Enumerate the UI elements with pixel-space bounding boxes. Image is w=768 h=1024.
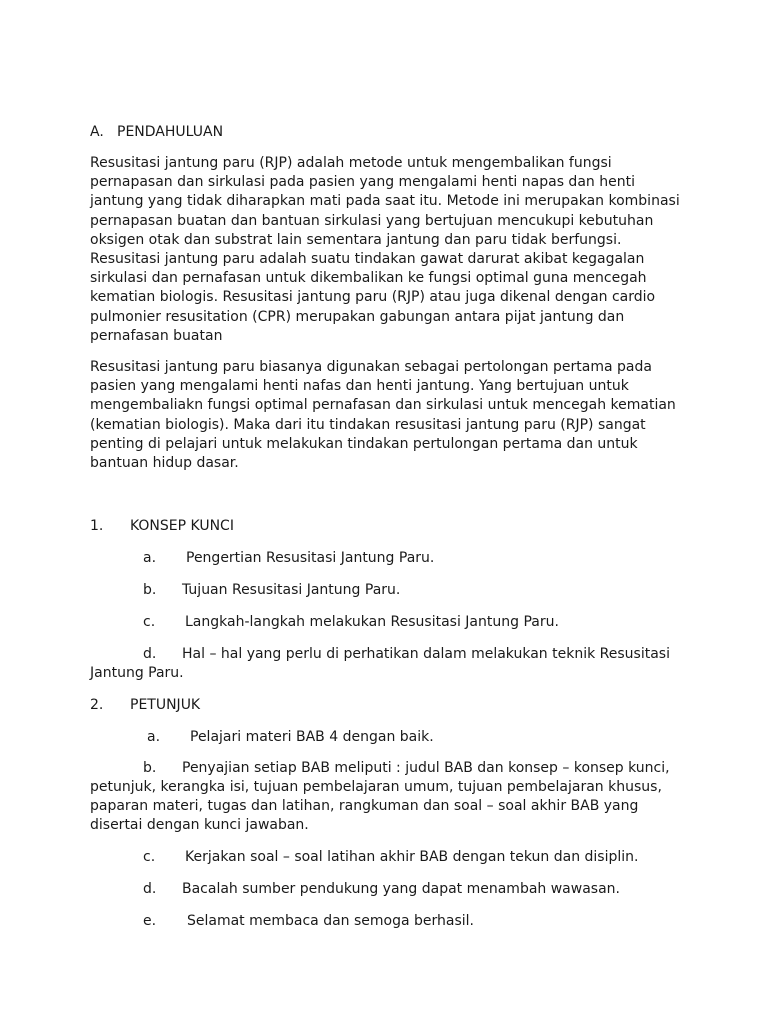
- list-item-marker: d.: [143, 881, 157, 897]
- list-item-marker: e.: [143, 913, 157, 929]
- list-item-marker: a.: [147, 729, 161, 745]
- list-item-text: Bacalah sumber pendukung yang dapat menambah wawasan.: [182, 881, 620, 897]
- list-item: [143, 759, 670, 778]
- paragraph-line: Resusitasi jantung paru adalah suatu tindakan gawat darurat akibat kegagalan: [90, 251, 645, 268]
- list-marker: 1.: [90, 518, 104, 534]
- list-item-text: Pengertian Resusitasi Jantung Paru.: [186, 550, 435, 566]
- intro-paragraph-1: [90, 154, 680, 346]
- list-item: [143, 848, 638, 867]
- paragraph-line: mengembaliakn fungsi optimal pernafasan dan sirkulasi untuk mencegah kematian: [90, 397, 676, 414]
- list-item: [143, 912, 474, 931]
- list-item-text: Selamat membaca dan semoga berhasil.: [187, 913, 475, 929]
- heading-text: PENDAHULUAN: [117, 124, 224, 140]
- list-item-marker: b.: [143, 582, 157, 598]
- list-item-marker: a.: [143, 550, 157, 566]
- list-item-continuation: Jantung Paru.: [90, 665, 184, 681]
- list-item-marker: c.: [143, 849, 156, 865]
- list-item-continuation: [90, 778, 680, 836]
- list-item-text: Hal – hal yang perlu di perhatikan dalam melakukan teknik Resusitasi: [182, 646, 670, 662]
- paragraph-line: sirkulasi dan pernafasan untuk dikembalikan ke fungsi optimal guna mencegah: [90, 270, 647, 287]
- heading-marker: A.: [90, 124, 104, 140]
- list-item: [143, 613, 559, 632]
- list-item-marker: d.: [143, 646, 157, 662]
- list-item-text: Pelajari materi BAB 4 dengan baik.: [190, 729, 434, 745]
- paragraph-line: pasien yang mengalami henti nafas dan henti jantung. Yang bertujuan untuk: [90, 378, 629, 395]
- list-item: [143, 645, 670, 664]
- paragraph-line: Resusitasi jantung paru (RJP) adalah metode untuk mengembalikan fungsi: [90, 155, 612, 171]
- paragraph-line: pernapasan dan sirkulasi pada pasien yang mengalami henti napas dan henti: [90, 174, 635, 191]
- list-item: [143, 581, 400, 600]
- petunjuk-heading: [90, 696, 200, 715]
- list-item: [143, 880, 620, 899]
- list-item-marker: c.: [143, 614, 156, 630]
- paragraph-line: bantuan hidup dasar.: [90, 455, 239, 472]
- list-title: PETUNJUK: [130, 697, 201, 713]
- paragraph-line: penting di pelajari untuk melakukan tindakan pertulongan pertama dan untuk: [90, 435, 638, 452]
- list-marker: 2.: [90, 697, 104, 713]
- list-item: [147, 728, 434, 747]
- paragraph-line: jantung yang tidak diharapkan mati pada saat itu. Metode ini merupakan kombinasi: [90, 193, 680, 210]
- list-title: KONSEP KUNCI: [130, 518, 234, 534]
- intro-paragraph-2: [90, 358, 680, 473]
- paragraph-line: oksigen otak dan substrat lain sementara jantung dan paru tidak berfungsi.: [90, 231, 622, 248]
- paragraph-line: disertai dengan kunci jawaban.: [90, 817, 309, 834]
- section-heading: [90, 123, 223, 142]
- list-item-text: Tujuan Resusitasi Jantung Paru.: [182, 582, 401, 598]
- paragraph-line: pernafasan buatan: [90, 327, 223, 344]
- paragraph-line: petunjuk, kerangka isi, tujuan pembelajaran umum, tujuan pembelajaran khusus,: [90, 779, 662, 795]
- list-item: [143, 549, 434, 568]
- konsep-kunci-heading: [90, 517, 234, 536]
- paragraph-line: paparan materi, tugas dan latihan, rangkuman dan soal – soal akhir BAB yang: [90, 798, 639, 815]
- list-item-marker: b.: [143, 760, 157, 776]
- paragraph-line: pernapasan buatan dan bantuan sirkulasi yang bertujuan mencukupi kebutuhan: [90, 212, 654, 229]
- list-item-text: Kerjakan soal – soal latihan akhir BAB dengan tekun dan disiplin.: [185, 849, 639, 865]
- paragraph-line: pulmonier resusitation (CPR) merupakan gabungan antara pijat jantung dan: [90, 308, 625, 325]
- paragraph-line: kematian biologis. Resusitasi jantung paru (RJP) atau juga dikenal dengan cardio: [90, 289, 656, 306]
- paragraph-line: (kematian biologis). Maka dari itu tindakan resusitasi jantung paru (RJP) sangat: [90, 416, 646, 433]
- list-item-text: Langkah-langkah melakukan Resusitasi Jantung Paru.: [185, 614, 559, 630]
- paragraph-line: Resusitasi jantung paru biasanya digunakan sebagai pertolongan pertama pada: [90, 359, 652, 375]
- list-item-text: Penyajian setiap BAB meliputi : judul BAB dan konsep – konsep kunci,: [182, 760, 670, 776]
